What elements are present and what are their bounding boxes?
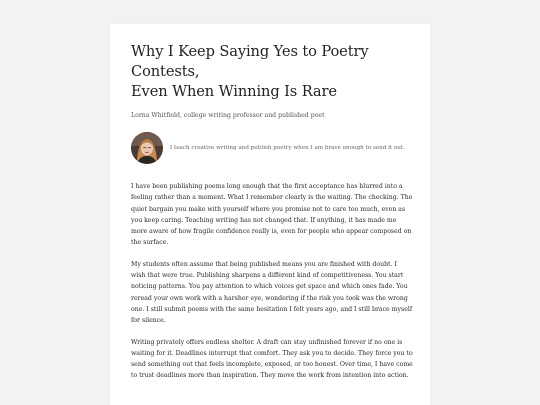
article-card (110, 24, 430, 405)
article-title-line-1: Why I Keep Saying Yes to Poetry Contests, (131, 43, 369, 80)
paragraph: My students often assume that being published means you are finished with doubt. I wish that were true. Publishing sharpens a different kind of competitiveness. You start noticing patterns. You pay attention to which voices get space and which ones fade. You reread your own work with a harsher eye, wondering if the risk you took was the wrong one. I still submit poems with the same hesitation I felt years ago, and I still brace myself for silence. (131, 260, 413, 325)
paragraph: I have been publishing poems long enough that the first acceptance has blurred into a feeling rather than a moment. What I remember clearly is the waiting. The checking. The quiet bargain you make with yourself where you promise not to care too much, even as you keep caring. Teaching writing has not changed that. If anything, it has made me more aware of how fragile confidence really is, even for people who appear composed on the surface. (131, 183, 413, 247)
avatar (131, 132, 163, 164)
author-portrait-icon (131, 132, 163, 164)
article-title (131, 42, 413, 102)
author-block (131, 132, 413, 164)
article-content (131, 42, 413, 392)
paragraph: Writing privately offers endless shelter. A draft can stay unfinished forever if no one is waiting for it. Deadlines interrupt that comfort. They ask you to decide. They force you to send something out that feels incomplete, exposed, or too honest. Over time, I have come to trust deadlines more than inspiration. They move the work from intention into action. (131, 338, 413, 380)
article-byline: Lorna Whitfield, college writing professor and published poet (131, 112, 325, 119)
author-note: I teach creative writing and publish poetry when I am brave enough to send it out. (170, 145, 405, 151)
article-title-line-2: Even When Winning Is Rare (131, 83, 337, 100)
article-body (131, 181, 413, 382)
